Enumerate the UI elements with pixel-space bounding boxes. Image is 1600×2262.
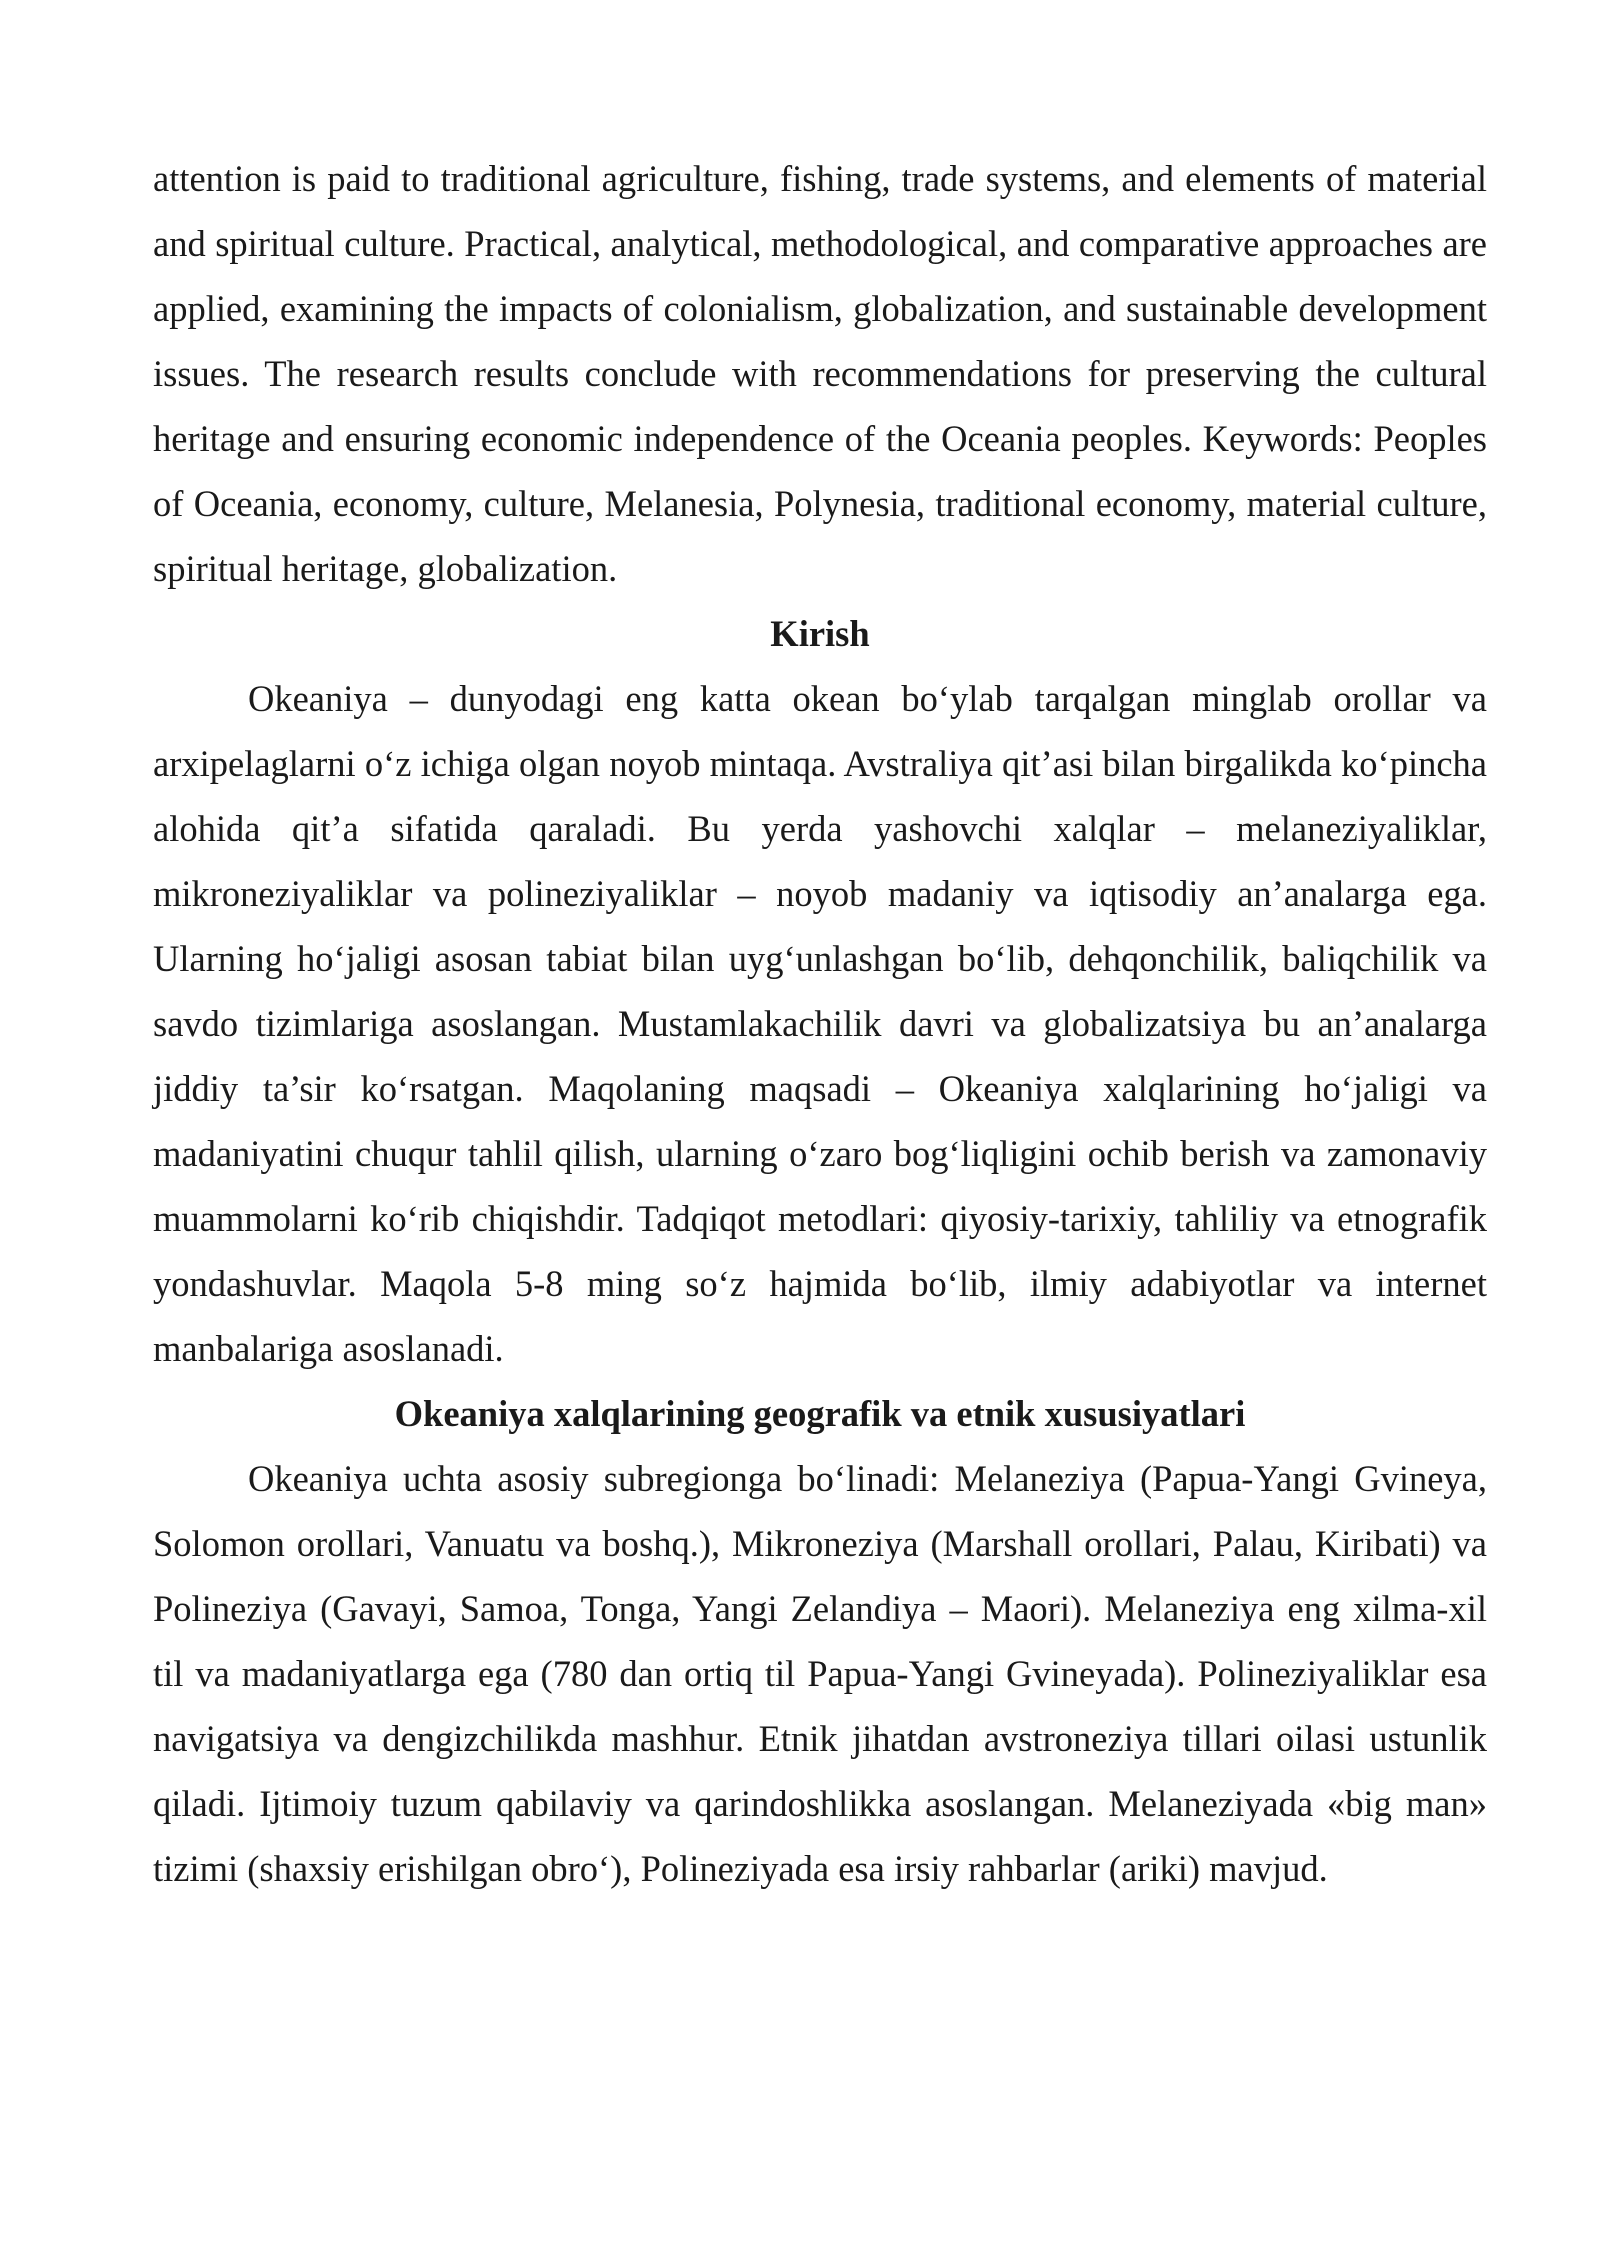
abstract-paragraph: attention is paid to traditional agriculture, fishing, trade systems, and elements of material and spiritual culture. Practical, analytical, methodological, and comparative approaches are applied, examining the impacts of colonialism, globalization, and sustainable development issues. The research results conclude with recommendations for preserving the cultural heritage and ensuring economic independence of the Oceania peoples. Keywords: Peoples of Oceania, economy, culture, Melanesia, Polynesia, traditional economy, material culture, spiritual heritage, globalization. [153,158,1487,589]
page-content [153,146,1487,1901]
section-heading-kirish: Kirish [770,613,870,654]
geography-paragraph: Okeaniya uchta asosiy subregionga bo‘linadi: Melaneziya (Papua-Yangi Gvineya, Solomon orollari, Vanuatu va boshq.), Mikroneziya (Marshall orollari, Palau, Kiribati) va Polineziya (Gavayi, Samoa, Tonga, Yangi Zelandiya – Maori). Melaneziya eng xilma-xil til va madaniyatlarga ega (780 dan ortiq til Papua-Yangi Gvineyada). Polineziyaliklar esa navigatsiya va dengizchilikda mashhur. Etnik jihatdan avstroneziya tillari oilasi ustunlik qiladi. Ijtimoiy tuzum qabilaviy va qarindoshlikka asoslangan. Melaneziyada «big man» tizimi (shaxsiy erishilgan obro‘), Polineziyada esa irsiy rahbarlar (ariki) mavjud. [153,1458,1487,1889]
section-heading-geography: Okeaniya xalqlarining geografik va etnik xususiyatlari [394,1393,1246,1434]
intro-paragraph: Okeaniya – dunyodagi eng katta okean bo‘ylab tarqalgan minglab orollar va arxipelaglarni o‘z ichiga olgan noyob mintaqa. Avstraliya qit’asi bilan birgalikda ko‘pincha alohida qit’a sifatida qaraladi. Bu yerda yashovchi xalqlar – melaneziyaliklar, mikroneziyaliklar va polineziyaliklar – noyob madaniy va iqtisodiy an’analarga ega. Ularning ho‘jaligi asosan tabiat bilan uyg‘unlashgan bo‘lib, dehqonchilik, baliqchilik va savdo tizimlariga asoslangan. Mustamlakachilik davri va globalizatsiya bu an’analarga jiddiy ta’sir ko‘rsatgan. Maqolaning maqsadi – Okeaniya xalqlarining ho‘jaligi va madaniyatini chuqur tahlil qilish, ularning o‘zaro bog‘liqligini ochib berish va zamonaviy muammolarni ko‘rib chiqishdir. Tadqiqot metodlari: qiyosiy-tarixiy, tahliliy va etnografik yondashuvlar. Maqola 5-8 ming so‘z hajmida bo‘lib, ilmiy adabiyotlar va internet manbalariga asoslanadi. [153,678,1487,1369]
